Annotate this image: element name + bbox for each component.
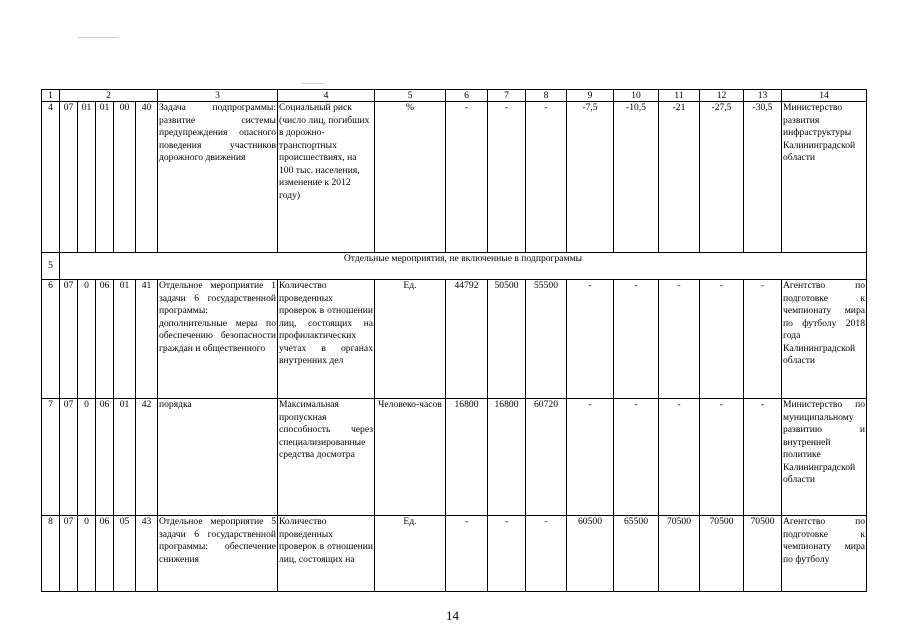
measure-name: Отдельное мероприятие 5 задачи 6 государственной программы: обеспечение снижения [158, 516, 278, 592]
value-cell: 70500 [659, 516, 700, 592]
value-cell: - [446, 516, 488, 592]
table-row [42, 516, 867, 592]
row-number: 6 [42, 280, 60, 399]
code-cell: 07 [60, 102, 78, 253]
header-cell: 4 [278, 90, 375, 102]
code-cell: 0 [78, 280, 96, 399]
header-cell: 6 [446, 90, 488, 102]
value-cell: - [614, 399, 659, 516]
code-cell: 01 [78, 102, 96, 253]
code-cell: 06 [96, 516, 114, 592]
value-cell: -30,5 [744, 102, 782, 253]
value-cell: 16800 [488, 399, 526, 516]
value-cell: - [659, 280, 700, 399]
section-title: Отдельные мероприятия, не включенные в подпрограммы [60, 253, 867, 280]
row-number: 5 [42, 253, 60, 280]
value-cell: - [700, 399, 744, 516]
value-cell: - [526, 516, 567, 592]
value-cell: 50500 [488, 280, 526, 399]
executor-cell: Агентство по подготовке к чемпионату мира по футболу [782, 516, 867, 592]
unit-cell: Человеко-часов [375, 399, 446, 516]
code-cell: 0 [78, 399, 96, 516]
header-cell: 1 [42, 90, 60, 102]
value-cell: -10,5 [614, 102, 659, 253]
code-cell: 42 [136, 399, 158, 516]
code-cell: 01 [114, 280, 136, 399]
column-number-row [42, 90, 867, 102]
header-cell: 2 [60, 90, 158, 102]
value-cell: - [567, 280, 614, 399]
code-cell: 01 [114, 399, 136, 516]
code-cell: 07 [60, 280, 78, 399]
indicator-name: Количество проведенных проверок в отношении лиц, состоящих на профилактических учетах в органах внутренних дел [278, 280, 375, 399]
measure-name: порядка [158, 399, 278, 516]
table-row [42, 399, 867, 516]
value-cell: - [744, 399, 782, 516]
indicator-name: Социальный риск (число лиц, погибших в дорожно-транспортных происшествиях, на 100 тыс. населения, изменение к 2012 году) [278, 102, 375, 253]
header-cell: 5 [375, 90, 446, 102]
value-cell: 60720 [526, 399, 567, 516]
code-cell: 07 [60, 399, 78, 516]
code-cell: 43 [136, 516, 158, 592]
indicator-name: Максимальная пропускная способность через специализированные средства досмотра [278, 399, 375, 516]
code-cell: 06 [96, 280, 114, 399]
header-cell: 12 [700, 90, 744, 102]
value-cell: -7,5 [567, 102, 614, 253]
value-cell: - [488, 516, 526, 592]
value-cell: - [567, 399, 614, 516]
page-number: 14 [446, 608, 459, 623]
measure-name: Отдельное мероприятие 1 задачи 6 государственной программы: дополнительные меры по обеспечению безопасности граждан и общественного [158, 280, 278, 399]
unit-cell: Ед. [375, 280, 446, 399]
header-cell: 7 [488, 90, 526, 102]
unit-cell: % [375, 102, 446, 253]
row-number: 8 [42, 516, 60, 592]
scan-artifact [78, 37, 118, 38]
executor-cell: Министерство по муниципальному развитию и внутренней политике Калининградской области [782, 399, 867, 516]
header-cell: 14 [782, 90, 867, 102]
header-cell: 13 [744, 90, 782, 102]
code-cell: 40 [136, 102, 158, 253]
code-cell: 01 [96, 102, 114, 253]
code-cell: 07 [60, 516, 78, 592]
header-cell: 8 [526, 90, 567, 102]
value-cell: - [526, 102, 567, 253]
header-cell: 3 [158, 90, 278, 102]
value-cell: - [700, 280, 744, 399]
unit-cell: Ед. [375, 516, 446, 592]
measure-name: Задача подпрограммы: развитие системы предупреждения опасного поведения участников дорожного движения [158, 102, 278, 253]
value-cell: - [744, 280, 782, 399]
value-cell: -21 [659, 102, 700, 253]
header-cell: 10 [614, 90, 659, 102]
code-cell: 05 [114, 516, 136, 592]
value-cell: - [659, 399, 700, 516]
value-cell: 65500 [614, 516, 659, 592]
value-cell: 44792 [446, 280, 488, 399]
value-cell: 70500 [700, 516, 744, 592]
code-cell: 0 [78, 516, 96, 592]
executor-cell: Министерство развития инфраструктуры Калининградской области [782, 102, 867, 253]
indicator-name: Количество проведенных проверок в отношении лиц, состоящих на [278, 516, 375, 592]
code-cell: 06 [96, 399, 114, 516]
value-cell: -27,5 [700, 102, 744, 253]
row-number: 7 [42, 399, 60, 516]
table-row [42, 280, 867, 399]
executor-cell: Агентство по подготовке к чемпионату мира по футболу 2018 года Калининградской области [782, 280, 867, 399]
value-cell: 70500 [744, 516, 782, 592]
value-cell: 60500 [567, 516, 614, 592]
value-cell: 55500 [526, 280, 567, 399]
value-cell: - [446, 102, 488, 253]
header-cell: 11 [659, 90, 700, 102]
indicators-table [41, 89, 867, 592]
table-row [42, 102, 867, 253]
section-row [42, 253, 867, 280]
code-cell: 41 [136, 280, 158, 399]
scan-artifact [302, 83, 324, 84]
code-cell: 00 [114, 102, 136, 253]
value-cell: - [488, 102, 526, 253]
header-cell: 9 [567, 90, 614, 102]
value-cell: 16800 [446, 399, 488, 516]
row-number: 4 [42, 102, 60, 253]
value-cell: - [614, 280, 659, 399]
